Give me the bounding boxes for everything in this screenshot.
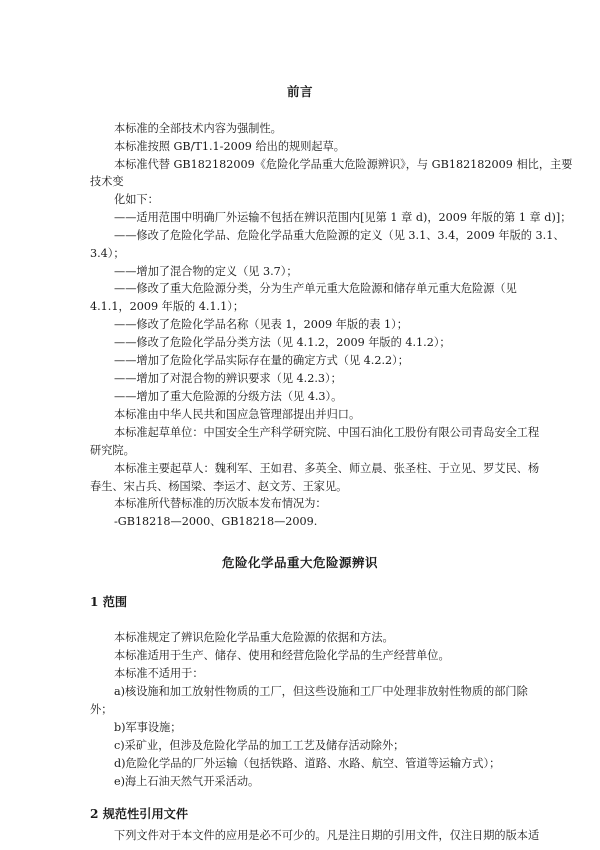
main-title: 危险化学品重大危险源辨识 xyxy=(221,555,378,570)
foreword-line: ——增加了混合物的定义（见 3.7）； xyxy=(114,265,298,278)
scope-line: b)军事设施； xyxy=(114,721,182,734)
foreword-line: ——增加了重大危险源的分级方法（见 4.3）。 xyxy=(114,390,343,403)
foreword-line: 本标准的全部技术内容为强制性。 xyxy=(114,122,282,135)
scope-line: 外； xyxy=(90,703,113,716)
foreword-line: ——修改了危险化学品分类方法（见 4.1.2，2009 年版的 4.1.2）； xyxy=(114,336,451,349)
scope-line: 本标准不适用于： xyxy=(114,667,204,680)
section-heading-scope: 1 范围 xyxy=(90,595,128,609)
foreword-line: ——增加了对混合物的辨识要求（见 4.2.3）； xyxy=(114,372,342,385)
foreword-line: ——修改了重大危险源分类，分为生产单元重大危险源和储存单元重大危险源（见 xyxy=(114,282,517,295)
foreword-line: 本标准由中华人民共和国应急管理部提出并归口。 xyxy=(114,408,361,421)
scope-line: 本标准适用于生产、储存、使用和经营危险化学品的生产经营单位。 xyxy=(114,649,450,662)
section-heading-references: 2 规范性引用文件 xyxy=(90,807,189,821)
foreword-line: 本标准起草单位：中国安全生产科学研究院、中国石油化工股份有限公司青岛安全工程 xyxy=(114,426,540,439)
foreword-line: 研究院。 xyxy=(90,444,135,457)
scope-line: c)采矿业，但涉及危险化学品的加工工艺及储存活动除外； xyxy=(114,739,405,752)
foreword-line: -GB18218—2000、GB18218—2009. xyxy=(114,515,318,528)
foreword-line: 技术变 xyxy=(90,175,124,188)
foreword-line: 春生、宋占兵、杨国梁、李运才、赵文芳、王家见。 xyxy=(90,480,348,493)
foreword-line: 化如下： xyxy=(114,193,159,206)
foreword-line: 本标准主要起草人：魏利军、王如君、多英全、师立晨、张圣柱、于立见、罗艾民、杨 xyxy=(114,462,540,475)
scope-line: d)危险化学品的厂外运输（包括铁路、道路、水路、航空、管道等运输方式）； xyxy=(114,757,501,770)
foreword-line: 本标准所代替标准的历次版本发布情况为： xyxy=(114,497,327,510)
foreword-line: ——修改了危险化学品、危险化学品重大危险源的定义（见 3.1、3.4，2009 年版的 3.1、 xyxy=(114,229,565,242)
foreword-line: ——增加了危险化学品实际存在量的确定方式（见 4.2.2）； xyxy=(114,354,409,367)
foreword-title: 前言 xyxy=(286,84,313,99)
foreword-line: 本标准按照 GB/T1.1-2009 给出的规则起草。 xyxy=(114,140,345,153)
foreword-line: 3.4）； xyxy=(90,247,125,260)
foreword-line: ——修改了危险化学品名称（见表 1，2009 年版的表 1）； xyxy=(114,318,408,331)
scope-line: 本标准规定了辨识危险化学品重大危险源的依据和方法。 xyxy=(114,631,394,644)
foreword-line: ——适用范围中明确厂外运输不包括在辨识范围内[见第 1 章 d)，2009 年版的第 1 章 d)]； xyxy=(114,211,572,224)
scope-line: a)核设施和加工放射性物质的工厂，但这些设施和工厂中处理非放射性物质的部门除 xyxy=(114,685,528,698)
foreword-line: 本标准代替 GB182182009《危险化学品重大危险源辨识》，与 GB182182009 相比，主要 xyxy=(114,158,573,171)
foreword-line: 4.1.1，2009 年版的 4.1.1）； xyxy=(90,300,245,313)
references-line: 下列文件对于本文件的应用是必不可少的。凡是注日期的引用文件，仅注日期的版本适 xyxy=(114,829,540,842)
scope-line: e)海上石油天然气开采活动。 xyxy=(114,775,260,788)
